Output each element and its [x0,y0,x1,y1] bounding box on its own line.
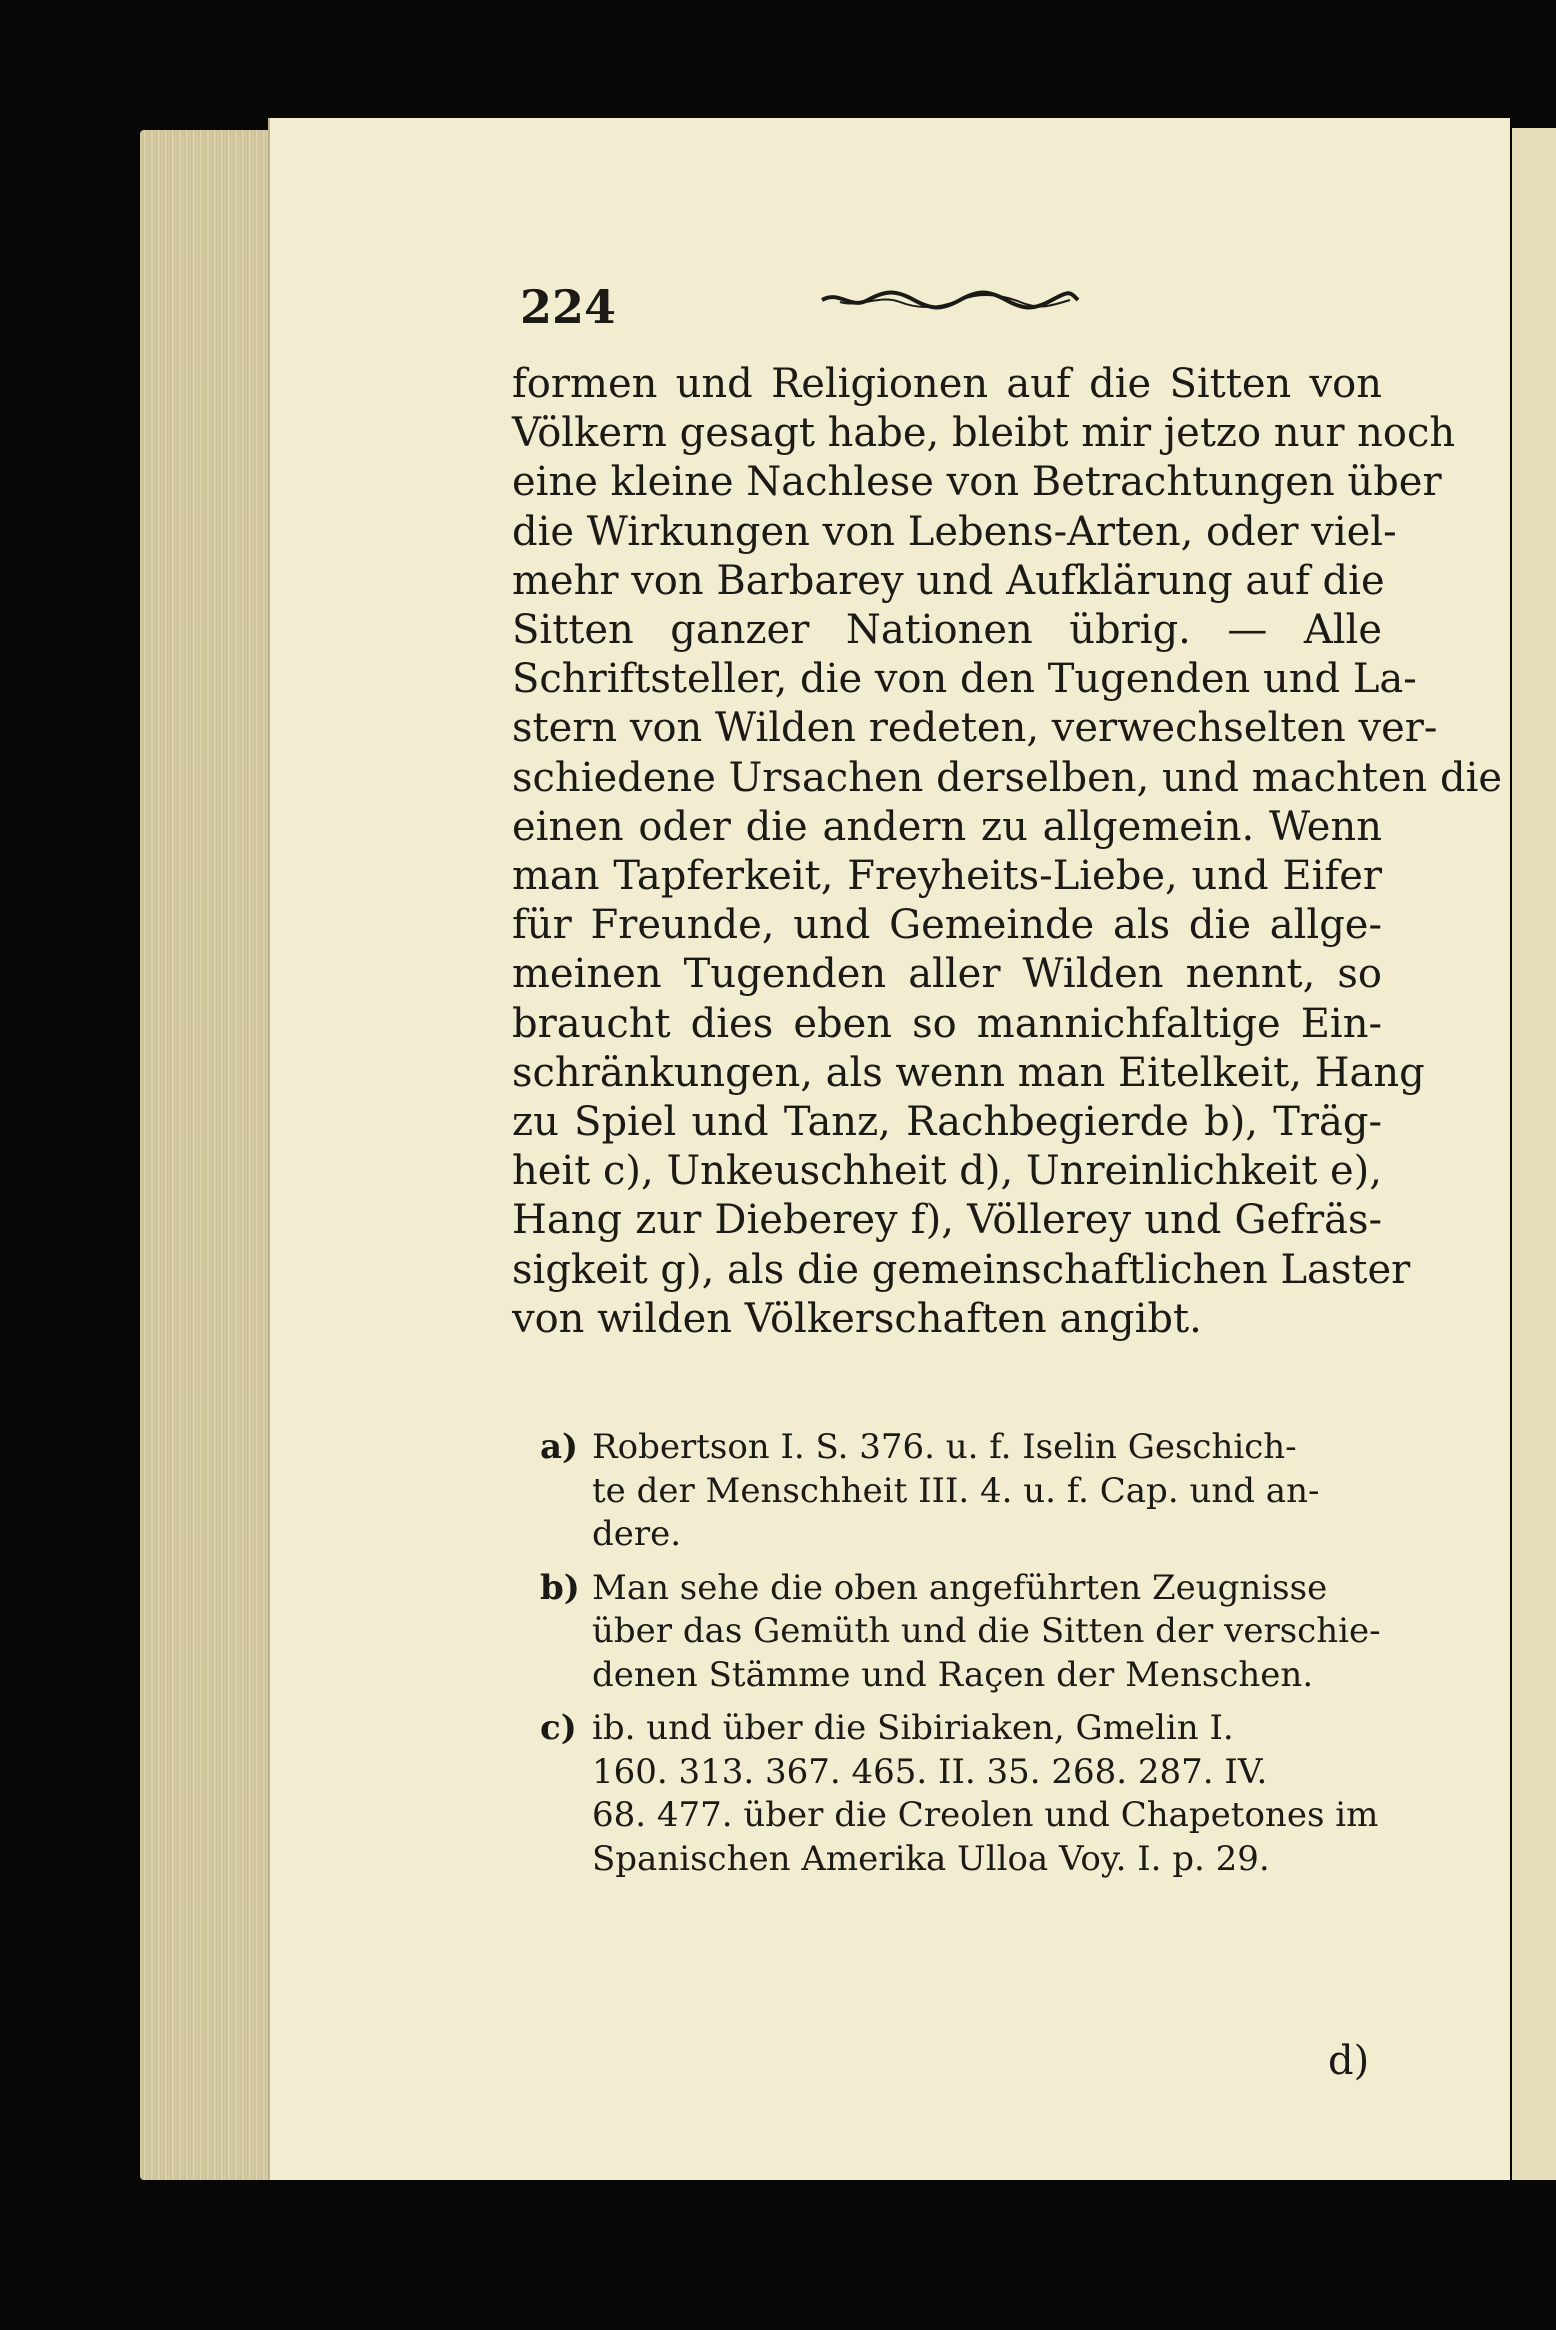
catchword: d) [1328,2038,1370,2084]
text-line: heit c), Unkeuschheit d), Unreinlichkeit e), [512,1148,1382,1195]
text-line: eine kleine Nachlese von Betrachtungen über [512,459,1442,506]
footnote [540,1707,1388,1881]
text-line: mehr von Barbarey und Aufklärung auf die [512,557,1385,604]
footnote-marker: a) [540,1427,579,1467]
footnote-line: über das Gemüth und die Sitten der verschie- [592,1611,1381,1651]
text-line: schränkungen, als wenn man Eitelkeit, Hang [512,1049,1425,1096]
facing-page-edge [1512,128,1556,2180]
text-line: Völkern gesagt habe, bleibt mir jetzo nur noch [512,410,1456,457]
footnote-line: denen Stämme und Raçen der Menschen. [592,1654,1314,1695]
header-ornament-icon [820,288,1080,312]
footnotes [540,1426,1388,1891]
text-line: meinen Tugenden aller Wilden nennt, so [512,951,1382,998]
text-line: formen und Religionen auf die Sitten von [512,361,1382,407]
page-header [520,280,1380,334]
text-line: braucht dies eben so mannichfaltige Ein- [512,1000,1382,1047]
footnote-line: dere. [592,1514,682,1554]
text-line: Sitten ganzer Nationen übrig. — Alle [512,607,1382,654]
footnote-line: Man sehe die oben angeführten Zeugnisse [592,1567,1328,1608]
footnote-line: te der Menschheit III. 4. u. f. Cap. und an- [592,1470,1320,1511]
footnote-line: Spanischen Amerika Ulloa Voy. I. p. 29. [592,1838,1270,1879]
page-number: 224 [520,280,617,334]
text-line: Schriftsteller, die von den Tugenden und La- [512,656,1417,703]
text-line: die Wirkungen von Lebens-Arten, oder viel- [512,508,1397,555]
footnote [540,1567,1388,1698]
text-line: man Tapferkeit, Freyheits-Liebe, und Eifer [512,853,1382,900]
footnote-line: ib. und über die Sibiriaken, Gmelin I. [592,1708,1234,1748]
text-line: einen oder die andern zu allgemein. Wenn [512,803,1382,850]
text-line: von wilden Völkerschaften angibt. [512,1295,1202,1342]
footnote-line: 68. 477. über die Creolen und Chapetones im [592,1795,1379,1835]
text-line: stern von Wilden redeten, verwechselten ver- [512,705,1438,752]
text-line: sigkeit g), als die gemeinschaftlichen Laster [512,1246,1411,1293]
text-line: für Freunde, und Gemeinde als die allge- [512,902,1382,949]
text-line: schiedene Ursachen derselben, und machten die [512,754,1503,801]
main-text [512,360,1503,1344]
footnote-marker: b) [540,1567,580,1608]
footnote-line: Robertson I. S. 376. u. f. Iselin Geschich- [592,1427,1297,1467]
text-line: Hang zur Dieberey f), Völlerey und Gefräs- [512,1197,1382,1244]
footnote-marker: c) [540,1708,577,1748]
footnote [540,1426,1388,1557]
text-line: zu Spiel und Tanz, Rachbegierde b), Träg- [512,1099,1382,1146]
footnote-line: 160. 313. 367. 465. II. 35. 268. 287. IV. [592,1751,1268,1792]
book-page-edges [140,130,280,2180]
